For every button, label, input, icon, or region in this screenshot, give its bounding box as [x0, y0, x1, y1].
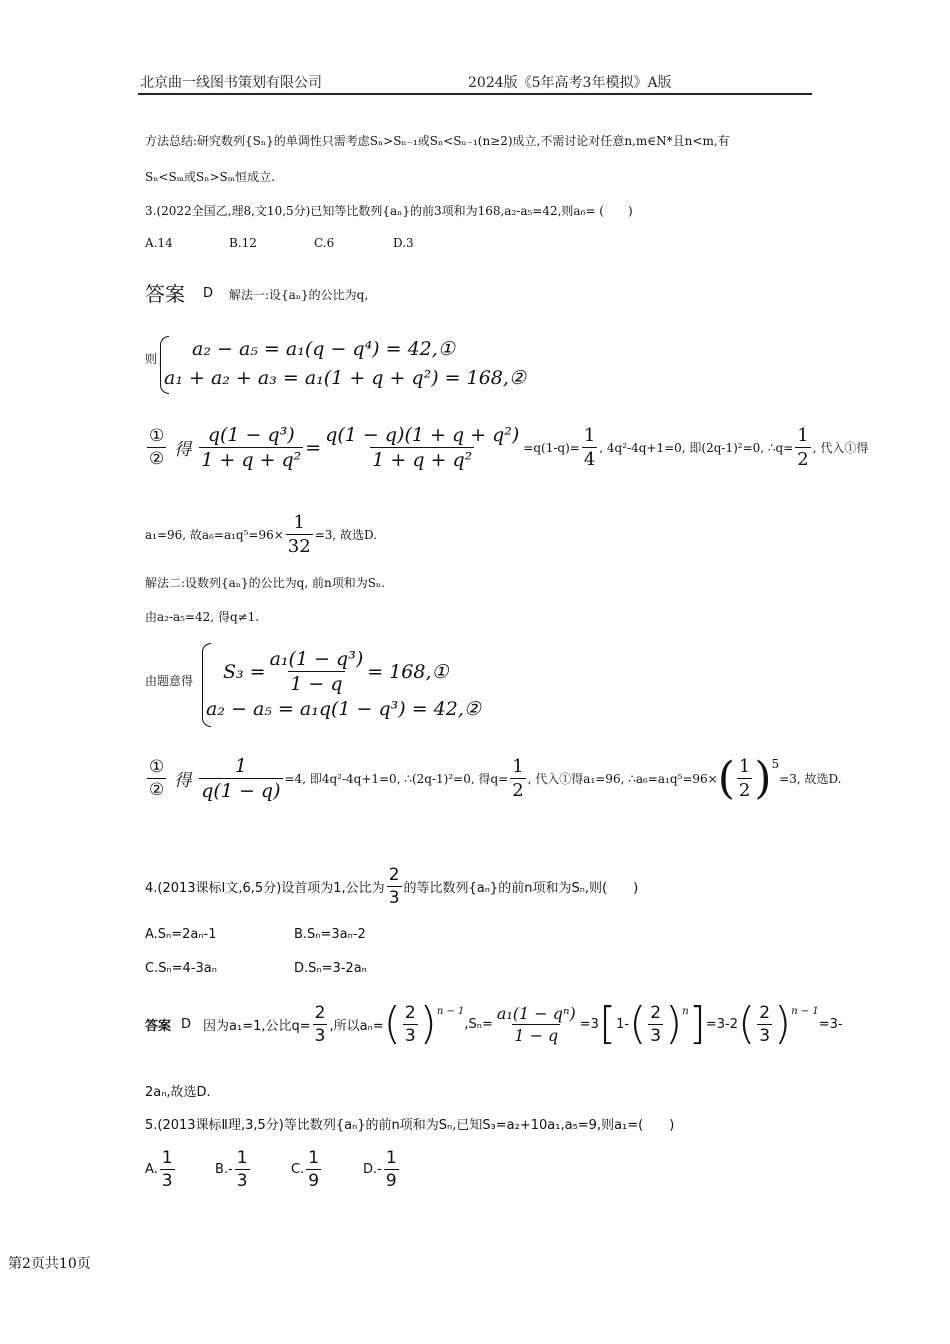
q3-answer-choice: D	[203, 286, 214, 301]
q5-option-c-denominator: 9	[308, 1171, 320, 1191]
q5-option-d	[363, 1148, 401, 1191]
summary-line-1: 方法总结:研究数列{Sₙ}的单调性只需考虑Sₙ>Sₙ₋₁或Sₙ<Sₙ₋₁(n≥2)成立,不需讨论对任意n,m∈N*且n<m,有	[145, 134, 730, 148]
q4-an-numerator: 2	[404, 1002, 416, 1023]
q5-option-c-numerator: 1	[308, 1148, 320, 1168]
fraction-half	[795, 425, 810, 470]
q4-ratio-numerator: 2	[388, 865, 400, 885]
q3-system-label: 由题意得	[145, 674, 194, 688]
q3-method2-intro: 解法二:设数列{aₙ}的公比为q, 前n项和为Sₙ.	[145, 576, 385, 590]
q4-last-denominator: 3	[759, 1025, 771, 1046]
q5-stem: 5.(2013课标Ⅱ理,3,5分)等比数列{aₙ}的前n项和为Sₙ,已知S₃=a₂+10a₁,a₅=9,则a₁=( )	[145, 1118, 675, 1133]
q4-paren-open-2: (	[629, 998, 647, 1049]
header-company: 北京曲一线图书策划有限公司	[140, 75, 322, 91]
q4-option-c: C.Sₙ=4-3aₙ	[145, 961, 217, 976]
quarter-numerator: 1	[583, 425, 596, 446]
s3-rhs: = 168,①	[367, 660, 449, 683]
fraction-1-denominator: 1 + q + q²	[201, 449, 302, 471]
q5-option-a-fraction	[160, 1148, 175, 1191]
q3-a1-line	[145, 512, 377, 557]
q5-option-b	[215, 1148, 291, 1191]
ratio-numerator: ①	[149, 426, 165, 446]
text-result-3b: =3, 故选D.	[779, 772, 842, 786]
q4-an-fraction	[403, 1003, 418, 1046]
summary-line-2: Sₙ<Sₘ或Sₙ>Sₘ恒成立.	[145, 170, 275, 184]
q4-paren-close-1: )	[419, 998, 437, 1049]
q3-method2-line2: 由a₂-a₅=42, 得q≠1.	[145, 610, 260, 624]
s3-fraction	[268, 648, 366, 695]
fraction-reciprocal	[199, 755, 282, 802]
text-quadratic: , 4q²-4q+1=0, 即(2q-1)²=0, ∴q=	[599, 441, 794, 455]
q5-option-d-fraction	[384, 1148, 399, 1191]
header-rule	[138, 93, 812, 95]
ratio-2-numerator: ①	[149, 757, 165, 777]
s3-numerator: a₁(1 − q³)	[269, 648, 364, 670]
fraction-1-numerator: q(1 − q³)	[207, 424, 295, 446]
q4-inner-numerator: 2	[650, 1002, 662, 1023]
q4-option-d: D.Sₙ=3-2aₙ	[294, 961, 367, 976]
q5-option-a-denominator: 3	[161, 1171, 173, 1191]
half-2-numerator: 1	[512, 756, 524, 777]
q4-sol-e: 1-	[616, 1016, 630, 1032]
q4-ratio-fraction	[387, 865, 402, 908]
fraction-half-power	[737, 756, 752, 801]
q3-option-d: D.3	[393, 236, 414, 250]
q4-bracket-close: ]	[688, 998, 706, 1049]
q3-option-c: C.6	[314, 236, 335, 250]
fraction-2-numerator: q(1 − q)(1 + q + q²)	[325, 424, 520, 446]
q4-exponent-n-minus-1-b: n − 1	[791, 1006, 819, 1017]
q4-sol-b: ,所以aₙ=	[329, 1018, 384, 1034]
q4-stem-b: 的等比数列{aₙ}的前n项和为Sₙ,则( )	[403, 881, 639, 896]
q4-bracket-open: [	[598, 998, 617, 1049]
q4-stem-a: 4.(2013课标Ⅰ文,6,5分)设首项为1,公比为	[145, 881, 385, 896]
q5-option-d-denominator: 9	[385, 1171, 397, 1191]
text-a6: , 代入①得a₁=96, ∴a₆=a₁q⁵=96×	[527, 772, 718, 786]
ratio-fraction	[147, 426, 166, 469]
q3-method1-intro: 解法一:设{aₙ}的公比为q,	[229, 288, 369, 302]
q5-options	[145, 1148, 401, 1191]
q4-option-a: A.Sₙ=2aₙ-1	[145, 927, 217, 942]
q4-q-fraction	[313, 1003, 328, 1046]
q3-option-b: B.12	[229, 236, 257, 250]
fraction-1-32	[286, 512, 313, 557]
paren-open: (	[717, 752, 735, 804]
fraction-half-2	[510, 756, 525, 801]
q4-sn-denominator: 1 − q	[514, 1025, 559, 1045]
q4-option-b: B.Sₙ=3aₙ-2	[294, 927, 366, 942]
q3-equation-1: a₂ − a₅ = a₁(q − q⁴) = 42,①	[192, 338, 455, 360]
half-2-denominator: 2	[512, 780, 524, 801]
text-a1-96: a₁=96, 故a₆=a₁q⁵=96×	[145, 528, 284, 542]
reciprocal-denominator: q(1 − q)	[201, 780, 281, 802]
header-book-title: 2024版《5年高考3年模拟》A版	[468, 75, 672, 91]
q5-option-b-label: B.-	[215, 1162, 233, 1177]
q4-sol-c: ,Sₙ=	[464, 1016, 493, 1032]
half-power-denominator: 2	[738, 780, 751, 801]
q4-sol-f: =3-2	[705, 1016, 739, 1032]
s3-denominator: 1 − q	[290, 673, 343, 695]
fraction-1-32-numerator: 1	[293, 512, 305, 533]
q5-option-d-label: D.-	[363, 1162, 382, 1177]
q4-paren-open-3: (	[738, 998, 756, 1049]
q5-option-a-label: A.	[145, 1162, 158, 1177]
q3-division-line-2	[145, 752, 842, 804]
reciprocal-numerator: 1	[234, 755, 247, 777]
equals-sign: =	[305, 436, 322, 459]
q3-option-a: A.14	[145, 236, 173, 250]
ratio-fraction-2	[147, 757, 166, 800]
q4-solution	[145, 998, 843, 1049]
q4-answer-label: 答案	[145, 1018, 172, 1034]
paren-close: )	[754, 752, 772, 804]
q4-q-denominator: 3	[314, 1025, 326, 1046]
q3-division-line	[145, 424, 868, 471]
q3-stem: 3.(2022全国乙,理8,文10,5分)已知等比数列{aₙ}的前3项和为168,a₂-a₅=42,则a₆= ( )	[145, 204, 633, 218]
q4-an-denominator: 3	[404, 1025, 416, 1046]
q4-inner-fraction	[648, 1003, 663, 1046]
q4-q-numerator: 2	[314, 1002, 326, 1023]
q4-sn-numerator: a₁(1 − qⁿ)	[496, 1003, 576, 1023]
q3-equation-2: a₁ + a₂ + a₃ = a₁(1 + q + q²) = 168,②	[164, 367, 526, 389]
q4-sol-a: 因为a₁=1,公比q=	[203, 1018, 311, 1034]
q4-sn-fraction	[495, 1004, 578, 1045]
q5-option-c	[291, 1148, 363, 1191]
q3-equation-s3	[223, 648, 449, 695]
half-power-numerator: 1	[738, 756, 751, 777]
q5-option-c-fraction	[306, 1148, 321, 1191]
q4-last-numerator: 2	[759, 1002, 771, 1023]
q5-option-d-numerator: 1	[385, 1148, 397, 1168]
half-numerator: 1	[797, 425, 809, 446]
q5-option-c-label: C.	[291, 1162, 305, 1177]
q4-exponent-n-minus-1: n − 1	[436, 1006, 465, 1017]
q4-inner-denominator: 3	[650, 1025, 662, 1046]
q3-answer-label: 答案	[145, 282, 185, 306]
exponent-5: 5	[771, 757, 780, 771]
q5-option-a	[145, 1148, 215, 1191]
q4-paren-close-2: )	[665, 998, 683, 1049]
ratio-denominator: ②	[149, 449, 165, 469]
page-number: 第2页共10页	[8, 1256, 91, 1272]
q4-stem	[145, 865, 638, 908]
s3-lhs: S₃ =	[223, 660, 266, 683]
fraction-1-32-denominator: 32	[287, 536, 311, 557]
q5-option-b-fraction	[235, 1148, 250, 1191]
text-equals-4: =4, 即4q²-4q+1=0, ∴(2q-1)²=0, 得q=	[284, 772, 509, 786]
q5-option-a-numerator: 1	[161, 1148, 173, 1168]
q4-ratio-denominator: 3	[388, 888, 400, 908]
q4-last-fraction	[757, 1003, 772, 1046]
q4-answer-choice: D	[181, 1016, 192, 1032]
q4-paren-open-1: (	[383, 998, 401, 1049]
quarter-denominator: 4	[583, 449, 596, 470]
ratio-2-denominator: ②	[149, 780, 165, 800]
q4-exponent-n: n	[682, 1006, 689, 1017]
q5-option-b-denominator: 3	[236, 1171, 248, 1191]
text-result-3: =3, 故选D.	[314, 528, 378, 542]
q4-solution-end: 2aₙ,故选D.	[145, 1085, 211, 1100]
q3-then-label: 则	[145, 352, 158, 366]
q4-sol-d: =3	[579, 1016, 599, 1032]
fraction-quarter	[582, 425, 597, 470]
fraction-2-denominator: 1 + q + q²	[372, 449, 473, 471]
q4-paren-close-3: )	[774, 998, 792, 1049]
fraction-2	[323, 424, 521, 471]
q3-equation-4: a₂ − a₅ = a₁q(1 − q³) = 42,②	[206, 698, 481, 720]
q5-option-b-numerator: 1	[236, 1148, 248, 1168]
de-label: 得	[174, 440, 192, 460]
half-denominator: 2	[797, 449, 809, 470]
de-label-2: 得	[174, 771, 192, 791]
q4-sol-g: =3-	[818, 1016, 843, 1032]
text-substitute: , 代入①得	[812, 441, 869, 455]
fraction-1	[199, 424, 303, 471]
text-q-one-minus-q: =q(1-q)=	[523, 440, 580, 455]
